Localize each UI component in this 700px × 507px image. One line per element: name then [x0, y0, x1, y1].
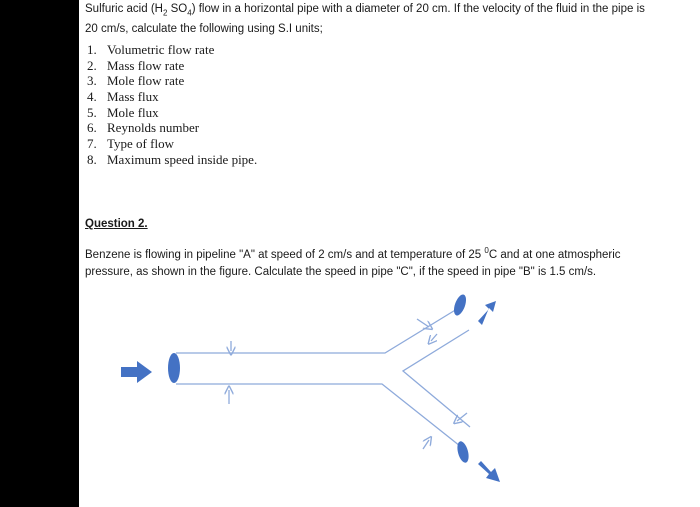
pipe-junction-inner-wall: [403, 330, 470, 427]
list-item: 4. Mass flux: [87, 89, 159, 105]
outlet-b-arrow-icon: [478, 301, 496, 325]
pipe-a-opening: [168, 353, 180, 383]
outlet-c-arrow-icon: [478, 461, 500, 482]
list-item: 5. Mole flux: [87, 104, 159, 120]
list-item: 1. Volumetric flow rate: [87, 42, 215, 57]
question1-intro: Sulfuric acid ($H_2$ $SO_4$) flow in a horizontal pipe with a diameter of 20 cm. If the velocity of the fluid in the pipe is 20 cm/s, calculate the following using S.I units;: [85, 3, 645, 36]
question2-heading: Question 2.: [85, 218, 148, 230]
inlet-arrow-icon: [121, 361, 152, 383]
pipe-a-upper-wall: [176, 309, 457, 353]
flow-tick-b-1: [417, 319, 429, 327]
question2-text: Benzene is flowing in pipeline "A" at speed of 2 cm/s and at temperature of 25 $^0$C and at one atmospheric pressure, as shown in the figure. Calculate the speed in pipe "C", if the speed in pipe "B" is 1.5 cm/s.: [85, 246, 621, 278]
document-page: [79, 0, 700, 507]
pipe-a-lower-wall: [176, 384, 460, 446]
flow-tick-b-2: [431, 334, 437, 341]
list-item: 6. Reynolds number: [87, 120, 200, 136]
list-item: 7. Type of flow: [87, 136, 174, 152]
pipe-figure: [79, 0, 700, 507]
list-item: 2. Mass flow rate: [87, 57, 185, 73]
pipe-b-opening: [452, 293, 469, 317]
flow-tick-c-2: [423, 440, 429, 449]
list-item: 8. Maximum speed inside pipe.: [87, 151, 258, 167]
list-item: 3. Mole flow rate: [87, 73, 185, 89]
